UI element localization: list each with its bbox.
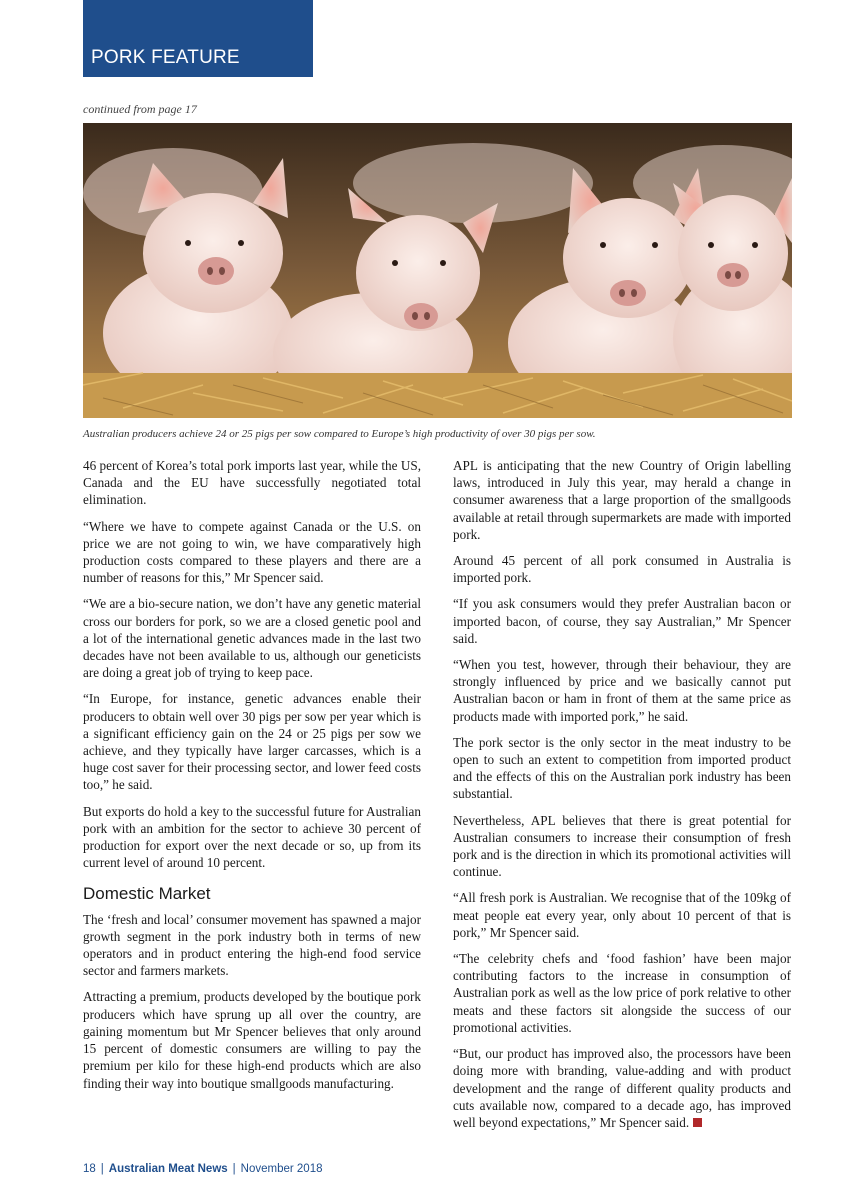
paragraph: Nevertheless, APL believes that there is great potential for Australian consumers to increase their consumption of fresh pork and is the direction in which its promotional activities will continue. <box>453 812 791 880</box>
end-of-article-icon <box>693 1118 702 1127</box>
paragraph: The pork sector is the only sector in the meat industry to be open to such an extent to competition from imported product and the effects of this on the Australian pork industry has been substantial. <box>453 734 791 802</box>
paragraph: “The celebrity chefs and ‘food fashion’ have been major contributing factors to the increase in consumption of Australian pork as well as the low price of pork relative to other meats and these factors sit alongside the success of our promotional activities. <box>453 951 791 1035</box>
subheading-domestic-market: Domestic Market <box>83 884 211 904</box>
right-column <box>453 457 791 1140</box>
publication-name: Australian Meat News <box>108 1163 228 1175</box>
photo-caption: Australian producers achieve 24 or 25 pigs per sow compared to Europe’s high productivity of over 30 pigs per sow. <box>83 428 596 440</box>
left-column <box>83 457 421 1101</box>
paragraph: “Where we have to compete against Canada or the U.S. on price we are not going to win, we have comparatively high production costs compared to these players and there are a number of reasons for this,” Mr Spencer said. <box>83 518 421 586</box>
final-paragraph-text: “But, our product has improved also, the processors have been doing more with branding, value-adding and with product development and the range of different quality products and cuts available now, compared to a decade ago, has improved well beyond expectations,” Mr Spencer said. <box>453 1046 791 1130</box>
paragraph: “In Europe, for instance, genetic advances enable their producers to obtain well over 30 pigs per sow per year which is a significant efficiency gain on the 24 or 25 pigs per sow we achieve, and they typically have larger carcasses, which is a huge cost saver for their processing sector, and lower feed costs too,” he said. <box>83 691 421 793</box>
paragraph: 46 percent of Korea’s total pork imports last year, while the US, Canada and the EU have successfully negotiated total elimination. <box>83 458 421 508</box>
paragraph-final <box>453 1045 791 1131</box>
paragraph: APL is anticipating that the new Country of Origin labelling laws, introduced in July this year, may herald a change in consumer awareness that a large proportion of the smallgoods available at retail through supermarkets are made with imported pork. <box>453 458 791 542</box>
paragraph: The ‘fresh and local’ consumer movement has spawned a major growth segment in the pork industry both in terms of new operators and in product entering the high-end food service sector and farmers markets. <box>83 911 421 979</box>
paragraph: “All fresh pork is Australian. We recognise that of the 109kg of meat people eat every year, only about 10 percent of that is pork,” Mr Spencer said. <box>453 890 791 940</box>
issue-date: November 2018 <box>240 1163 323 1175</box>
paragraph: But exports do hold a key to the successful future for Australian pork with an ambition for the sector to achieve 30 percent of production for export over the next decade or so, up from its current level of around 10 percent. <box>83 803 421 871</box>
continued-note: continued from page 17 <box>83 102 197 116</box>
paragraph: Around 45 percent of all pork consumed in Australia is imported pork. <box>453 553 791 586</box>
footer-separator: | <box>232 1163 236 1175</box>
piglets-photo <box>83 123 792 418</box>
page-number: 18 <box>83 1163 96 1175</box>
paragraph: “When you test, however, through their behaviour, they are strongly influenced by price and we basically cannot put Australian bacon or ham in front of them at the same price as products made with imported pork,” he said. <box>453 657 791 724</box>
paragraph: “If you ask consumers would they prefer Australian bacon or imported bacon, of course, they say Australian,” Mr Spencer said. <box>453 596 791 646</box>
piglets-illustration <box>83 123 792 418</box>
footer-separator: | <box>100 1163 104 1175</box>
section-label: PORK FEATURE <box>91 47 240 68</box>
page-footer <box>83 1163 323 1175</box>
paragraph: “We are a bio-secure nation, we don’t have any genetic material cross our borders for pork, so we are a closed genetic pool and a lot of the international genetic advances made in the last two decades have not been available to us, although our geneticists are doing a great job of trying to keep pace. <box>83 596 421 681</box>
paragraph: Attracting a premium, products developed by the boutique pork producers which have sprung up all over the country, are gaining momentum but Mr Spencer believes that only around 15 percent of domestic consumers are willing to pay the premium per kilo for these high-end products which are also finding their way into boutique smallgoods manufacturing. <box>83 989 421 1091</box>
section-banner <box>83 0 313 77</box>
